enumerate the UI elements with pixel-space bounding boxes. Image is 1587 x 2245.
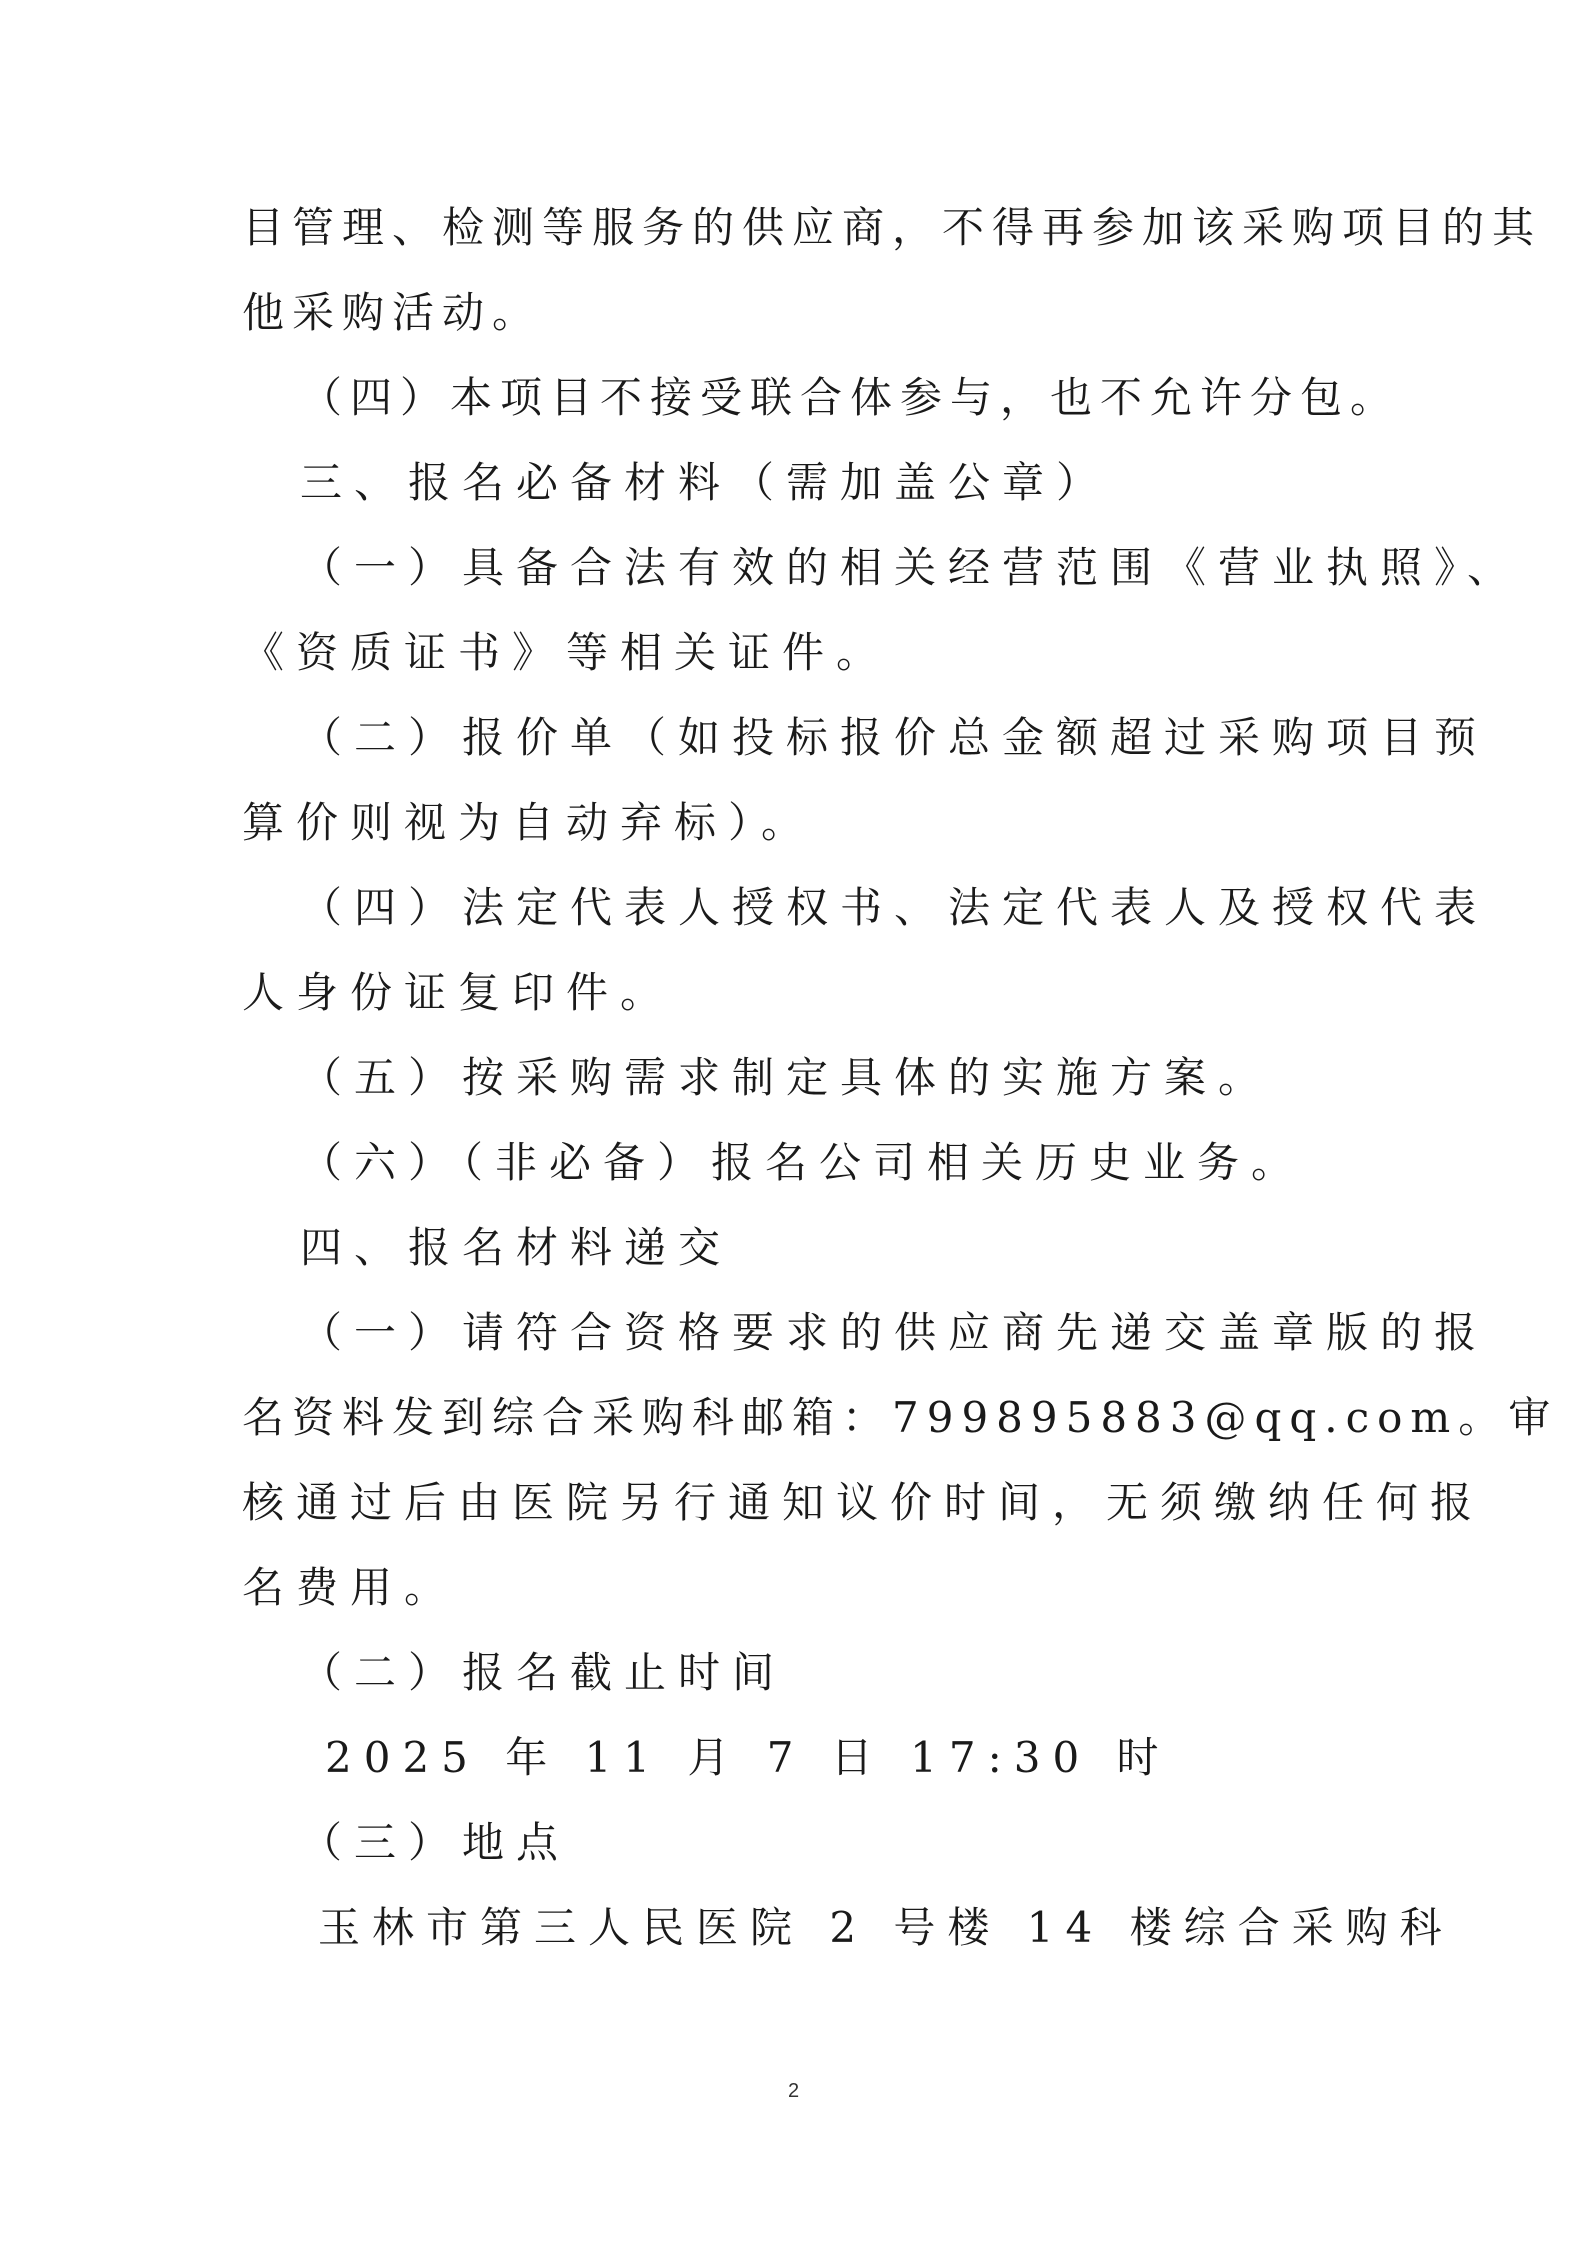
paragraph-line: 核通过后由医院另行通知议价时间，无须缴纳任何报 [242,1478,1485,1527]
paragraph-line: （一）请符合资格要求的供应商先递交盖章版的报 [300,1308,1489,1357]
paragraph-line: （二）报价单（如投标报价总金额超过采购项目预 [300,713,1489,762]
paragraph-line: （二）报名截止时间 [300,1648,787,1697]
paragraph-line: 玉林市第三人民医院 2 号楼 14 楼综合采购科 [318,1903,1454,1952]
paragraph-line: 他采购活动。 [242,288,543,337]
paragraph-line: 人身份证复印件。 [242,968,675,1017]
paragraph-line: （三）地点 [300,1818,571,1867]
paragraph-line: （六）（非必备）报名公司相关历史业务。 [300,1138,1306,1187]
section-heading: 四、报名材料递交 [300,1223,733,1272]
paragraph-line: （四）法定代表人授权书、法定代表人及授权代表 [300,883,1489,932]
paragraph-line: （五）按采购需求制定具体的实施方案。 [300,1053,1273,1102]
page-number: 2 [787,2080,800,2102]
paragraph-line: 算价则视为自动弃标）。 [242,798,816,847]
paragraph-line: （一）具备合法有效的相关经营范围《营业执照》、 [300,543,1522,592]
paragraph-line: 2025 年 11 月 7 日 17:30 时 [325,1733,1171,1782]
paragraph-line: 名资料发到综合采购科邮箱：799895883@qq.com。审 [242,1393,1559,1442]
paragraph-line: 《资质证书》等相关证件。 [242,628,891,677]
paragraph-line: 目管理、检测等服务的供应商，不得再参加该采购项目的其 [242,203,1543,252]
section-heading: 三、报名必备材料（需加盖公章） [300,458,1111,507]
paragraph-line: 名费用。 [242,1563,459,1612]
paragraph-line: （四）本项目不接受联合体参与，也不允许分包。 [300,373,1401,422]
